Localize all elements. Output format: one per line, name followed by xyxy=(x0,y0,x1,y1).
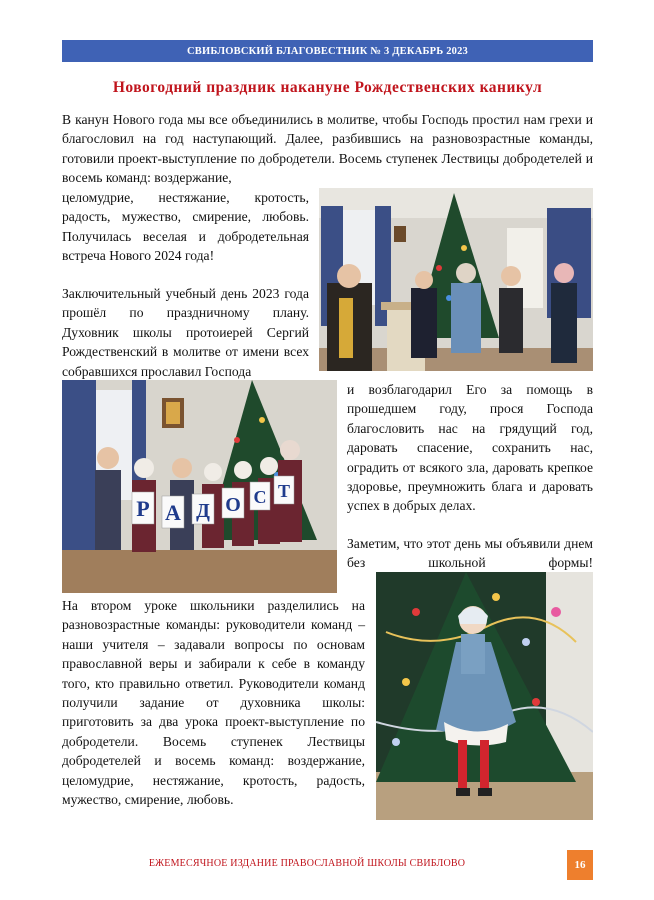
letter-card-5: С xyxy=(253,487,267,507)
newsletter-header-text: СВИБЛОВСКИЙ БЛАГОВЕСТНИК № 3 ДЕКАБРЬ 2023 xyxy=(186,45,469,57)
letter-card-2: А xyxy=(165,500,181,525)
letter-card-3: Д xyxy=(196,500,210,522)
page-number: 16 xyxy=(574,859,586,871)
paragraph-second-lesson: На втором уроке школьники разделились на разновозрастные команды: руководители команд – наши учителя – задавали вопросы по основам православной веры и забирали к себе в команду того, кто правильно ответил. Руководители команд получили задание от духовника школы: приготовить за два урока проект-выступление по добродетели. Восемь ступенек Лествицы добродетелей и восемь команд: воздержание, целомудрие, нестяжание, кротость, радость, мужество, смирение, любовь. xyxy=(62,598,365,808)
article-title: Новогодний праздник накануне Рождественских каникул xyxy=(112,79,543,96)
photo-prayer-service xyxy=(319,188,593,371)
newsletter-header xyxy=(62,40,593,62)
photo-girl-dancing xyxy=(376,572,593,820)
footer-publication-text: ЕЖЕМЕСЯЧНОЕ ИЗДАНИЕ ПРАВОСЛАВНОЙ ШКОЛЫ СВИБЛОВО xyxy=(148,858,466,869)
letter-card-1: Р xyxy=(136,496,150,521)
photo-letter-cards xyxy=(62,380,337,593)
paragraph-intro: В канун Нового года мы все объединились в молитве, чтобы Господь простил нам грехи и благословил на год наступающий. Далее, разбившись на разновозрастные команды, готовили проект-выступление по добродетели. Восемь ступенек Лествицы добродетелей и восемь команд: воздержание, xyxy=(62,112,593,186)
letter-card-4: О xyxy=(225,494,241,516)
paragraph-prayer: и возблагодарил Его за помощь в прошедшем году, прося Господа благословить нас на грядущий год, даровать спасение, сохранить нас, оградить от всякого зла, даровать крепкое здоровье, преумножить блага и даровать успех в добрых делах. xyxy=(347,382,593,514)
paragraph-last-day: Заключительный учебный день 2023 года прошёл по праздничному плану. Духовник школы протоиерей Сергий Рождественский в молитве от имени всех собравшихся прославил Господа xyxy=(62,286,309,379)
letter-card-6: Т xyxy=(277,481,291,501)
paragraph-virtues: целомудрие, нестяжание, кротость, радость, мужество, смирение, любовь. Получилась веселая и добродетельная встреча Нового 2024 года! xyxy=(62,190,309,264)
paragraph-no-uniform: Заметим, что этот день мы объявили днем без школьной формы! xyxy=(347,536,593,571)
page-number-badge xyxy=(567,850,593,880)
